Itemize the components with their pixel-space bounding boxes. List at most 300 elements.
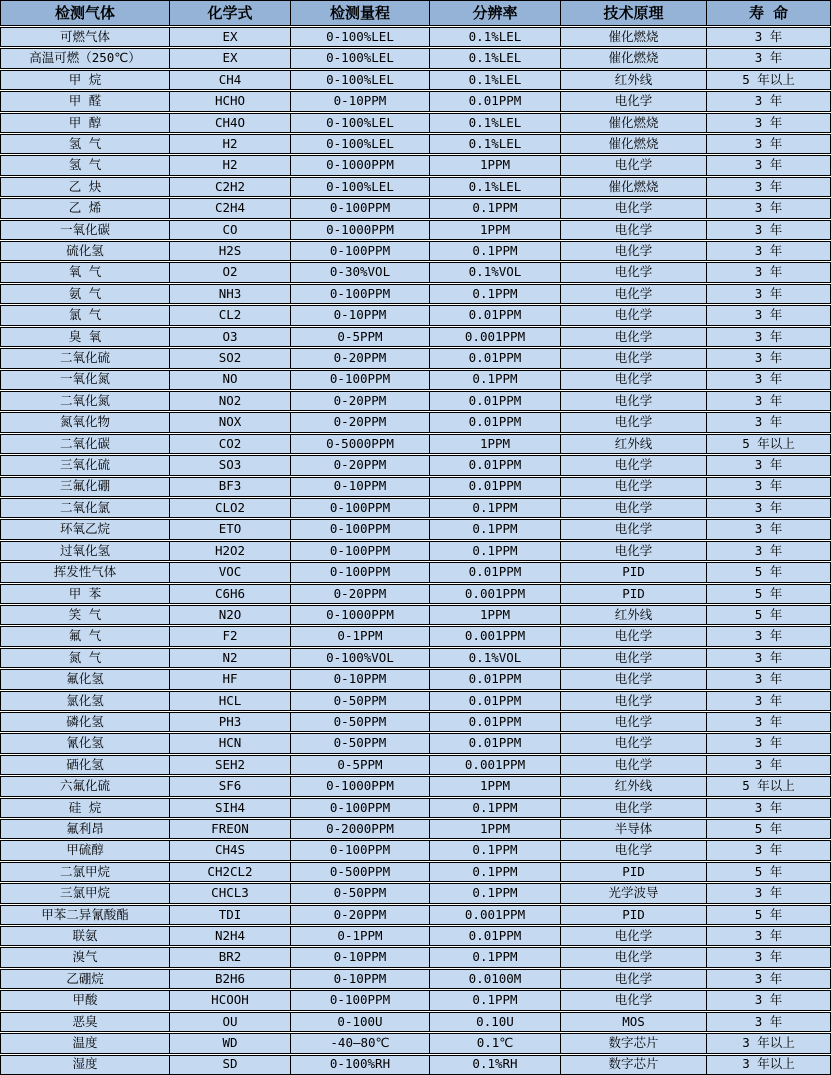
cell-resolution: 0.001PPM: [430, 756, 561, 774]
cell-life: 3 年: [754, 135, 783, 151]
cell-principle: 电化学: [561, 242, 707, 260]
cell-resolution: 0.01PPM: [430, 306, 561, 324]
cell-life: 3 年: [754, 756, 783, 772]
cell-range: 0-1PPM: [291, 927, 430, 945]
cell-resolution: 0.1PPM: [430, 371, 561, 389]
cell-range: 0-50PPM: [291, 692, 430, 710]
cell-gas: 硒化氢: [1, 756, 170, 774]
table-row: [0, 27, 831, 47]
cell-formula: N2H4: [170, 927, 291, 945]
cell-principle: 电化学: [561, 970, 707, 988]
cell-resolution: 0.1PPM: [430, 285, 561, 303]
table-row: [0, 519, 831, 539]
cell-resolution: 0.001PPM: [430, 328, 561, 346]
cell-life: 3 年: [754, 671, 783, 687]
cell-range: 0-1000PPM: [291, 221, 430, 239]
cell-resolution: 0.01PPM: [430, 734, 561, 752]
cell-formula: NOX: [170, 413, 291, 431]
cell-life: 3 年: [754, 200, 783, 216]
cell-principle: 电化学: [561, 542, 707, 560]
cell-formula: WD: [170, 1034, 291, 1052]
table-row: [0, 412, 831, 432]
cell-resolution: 1PPM: [430, 156, 561, 174]
table-row: [0, 669, 831, 689]
cell-formula: N2: [170, 649, 291, 667]
cell-gas: 氨 气: [1, 285, 170, 303]
cell-range: 0-100PPM: [291, 841, 430, 859]
cell-range: 0-1PPM: [291, 627, 430, 645]
table-row: [0, 220, 831, 240]
cell-range: 0-100PPM: [291, 371, 430, 389]
cell-resolution: 0.01PPM: [430, 927, 561, 945]
cell-principle: 电化学: [561, 156, 707, 174]
cell-principle: 催化燃烧: [561, 49, 707, 67]
cell-life: 5 年: [754, 606, 783, 622]
cell-formula: CH2CL2: [170, 863, 291, 881]
cell-principle: 电化学: [561, 927, 707, 945]
cell-life: 3 年: [754, 949, 783, 965]
cell-range: 0-100PPM: [291, 199, 430, 217]
table-header-row: [0, 0, 831, 26]
cell-principle: PID: [561, 585, 707, 603]
cell-range: 0-20PPM: [291, 413, 430, 431]
cell-range: 0-10PPM: [291, 670, 430, 688]
cell-range: 0-10PPM: [291, 970, 430, 988]
cell-resolution: 0.1PPM: [430, 199, 561, 217]
cell-formula: HCOOH: [170, 991, 291, 1009]
table-row: [0, 241, 831, 261]
cell-gas: 一氧化氮: [1, 371, 170, 389]
table-row: [0, 862, 831, 882]
table-row: [0, 840, 831, 860]
cell-formula: F2: [170, 627, 291, 645]
table-row: [0, 712, 831, 732]
cell-resolution: 0.1%LEL: [430, 71, 561, 89]
cell-life: 3 年: [754, 735, 783, 751]
cell-principle: 电化学: [561, 349, 707, 367]
cell-principle: 电化学: [561, 627, 707, 645]
cell-principle: 电化学: [561, 991, 707, 1009]
cell-life: 3 年: [754, 928, 783, 944]
cell-principle: 电化学: [561, 948, 707, 966]
cell-gas: 硅 烷: [1, 799, 170, 817]
cell-principle: MOS: [561, 1013, 707, 1031]
cell-formula: VOC: [170, 563, 291, 581]
cell-formula: H2: [170, 135, 291, 153]
cell-range: 0-1000PPM: [291, 156, 430, 174]
cell-life: 3 年: [754, 649, 783, 665]
cell-gas: 甲 醇: [1, 114, 170, 132]
cell-range: 0-100%LEL: [291, 135, 430, 153]
cell-principle: 催化燃烧: [561, 178, 707, 196]
cell-principle: 电化学: [561, 499, 707, 517]
cell-life: 3 年: [754, 478, 783, 494]
cell-life: 3 年: [754, 93, 783, 109]
cell-gas: 氮氧化物: [1, 413, 170, 431]
table-row: [0, 305, 831, 325]
cell-range: 0-100%LEL: [291, 71, 430, 89]
cell-gas: 臭 氧: [1, 328, 170, 346]
cell-gas: 氰化氢: [1, 734, 170, 752]
cell-life: 3 年以上: [742, 1056, 795, 1072]
column-header-resolution: 分辨率: [430, 1, 561, 25]
table-row: [0, 113, 831, 133]
cell-life: 3 年: [754, 50, 783, 66]
cell-life: 3 年: [754, 307, 783, 323]
cell-gas: 三氟化硼: [1, 478, 170, 496]
cell-life: 5 年: [754, 564, 783, 580]
table-row: [0, 1055, 831, 1075]
cell-formula: H2: [170, 156, 291, 174]
cell-life: 3 年: [754, 221, 783, 237]
cell-principle: 电化学: [561, 392, 707, 410]
cell-gas: 过氧化氢: [1, 542, 170, 560]
cell-life: 3 年: [754, 713, 783, 729]
cell-formula: NO2: [170, 392, 291, 410]
cell-life: 3 年: [754, 350, 783, 366]
cell-principle: 电化学: [561, 734, 707, 752]
cell-principle: 电化学: [561, 649, 707, 667]
column-header-life: 寿 命: [748, 3, 789, 22]
table-row: [0, 626, 831, 646]
cell-range: 0-5000PPM: [291, 435, 430, 453]
table-row: [0, 477, 831, 497]
cell-resolution: 0.001PPM: [430, 585, 561, 603]
cell-resolution: 0.01PPM: [430, 392, 561, 410]
cell-formula: C2H4: [170, 199, 291, 217]
cell-formula: CLO2: [170, 499, 291, 517]
table-row: [0, 198, 831, 218]
cell-formula: SD: [170, 1056, 291, 1074]
table-row: [0, 177, 831, 197]
table-row: [0, 776, 831, 796]
table-row: [0, 605, 831, 625]
cell-principle: 催化燃烧: [561, 135, 707, 153]
table-row: [0, 990, 831, 1010]
cell-gas: 甲酸: [1, 991, 170, 1009]
cell-range: 0-50PPM: [291, 884, 430, 902]
cell-formula: CO2: [170, 435, 291, 453]
cell-range: 0-50PPM: [291, 713, 430, 731]
cell-principle: 电化学: [561, 670, 707, 688]
cell-resolution: 0.1%LEL: [430, 178, 561, 196]
cell-range: 0-100PPM: [291, 285, 430, 303]
cell-range: 0-100PPM: [291, 542, 430, 560]
cell-formula: O3: [170, 328, 291, 346]
table-row: [0, 648, 831, 668]
cell-resolution: 0.01PPM: [430, 692, 561, 710]
cell-principle: 电化学: [561, 371, 707, 389]
cell-range: 0-1000PPM: [291, 777, 430, 795]
cell-resolution: 0.01PPM: [430, 349, 561, 367]
table-row: [0, 798, 831, 818]
cell-range: 0-10PPM: [291, 306, 430, 324]
cell-life: 3 年: [754, 692, 783, 708]
cell-gas: 六氟化硫: [1, 777, 170, 795]
cell-resolution: 0.1PPM: [430, 991, 561, 1009]
cell-principle: 电化学: [561, 92, 707, 110]
cell-gas: 乙硼烷: [1, 970, 170, 988]
cell-formula: CO: [170, 221, 291, 239]
cell-formula: SO2: [170, 349, 291, 367]
cell-principle: 红外线: [561, 71, 707, 89]
cell-formula: CH4: [170, 71, 291, 89]
table-row: [0, 498, 831, 518]
cell-principle: 数字芯片: [561, 1056, 707, 1074]
cell-life: 3 年: [754, 842, 783, 858]
cell-formula: HF: [170, 670, 291, 688]
cell-gas: 氢 气: [1, 156, 170, 174]
cell-range: 0-100U: [291, 1013, 430, 1031]
table-row: [0, 391, 831, 411]
cell-gas: 恶臭: [1, 1013, 170, 1031]
cell-range: 0-5PPM: [291, 756, 430, 774]
cell-principle: 电化学: [561, 263, 707, 281]
column-header-formula: 化学式: [170, 1, 291, 25]
cell-resolution: 1PPM: [430, 606, 561, 624]
cell-formula: CH4O: [170, 114, 291, 132]
table-row: [0, 284, 831, 304]
cell-formula: C2H2: [170, 178, 291, 196]
cell-formula: O2: [170, 263, 291, 281]
cell-range: 0-50PPM: [291, 734, 430, 752]
cell-range: 0-100%RH: [291, 1056, 430, 1074]
table-row: [0, 134, 831, 154]
cell-principle: 电化学: [561, 328, 707, 346]
cell-formula: NH3: [170, 285, 291, 303]
cell-resolution: 1PPM: [430, 820, 561, 838]
cell-range: 0-100%LEL: [291, 178, 430, 196]
cell-life: 5 年: [754, 863, 783, 879]
cell-life: 5 年以上: [742, 435, 795, 451]
cell-range: 0-500PPM: [291, 863, 430, 881]
cell-resolution: 0.001PPM: [430, 627, 561, 645]
cell-gas: 氢 气: [1, 135, 170, 153]
cell-formula: CHCL3: [170, 884, 291, 902]
table-row: [0, 455, 831, 475]
cell-formula: OU: [170, 1013, 291, 1031]
table-row: [0, 348, 831, 368]
cell-range: 0-10PPM: [291, 92, 430, 110]
cell-resolution: 0.1PPM: [430, 799, 561, 817]
cell-principle: 电化学: [561, 306, 707, 324]
cell-range: 0-30%VOL: [291, 263, 430, 281]
cell-principle: 电化学: [561, 520, 707, 538]
cell-life: 3 年: [754, 992, 783, 1008]
cell-principle: PID: [561, 863, 707, 881]
table-row: [0, 691, 831, 711]
table-row: [0, 91, 831, 111]
cell-formula: C6H6: [170, 585, 291, 603]
cell-gas: 氯化氢: [1, 692, 170, 710]
cell-life: 5 年以上: [742, 71, 795, 87]
cell-formula: H2O2: [170, 542, 291, 560]
cell-life: 3 年以上: [742, 1035, 795, 1051]
cell-gas: 溴气: [1, 948, 170, 966]
cell-life: 5 年: [754, 585, 783, 601]
cell-gas: 氯 气: [1, 306, 170, 324]
cell-resolution: 0.1PPM: [430, 520, 561, 538]
cell-life: 3 年: [754, 371, 783, 387]
table-row: [0, 48, 831, 68]
cell-range: 0-20PPM: [291, 906, 430, 924]
cell-resolution: 0.01PPM: [430, 456, 561, 474]
cell-gas: 甲苯二异氰酸酯: [1, 906, 170, 924]
cell-life: 3 年: [754, 392, 783, 408]
cell-formula: EX: [170, 49, 291, 67]
table-row: [0, 755, 831, 775]
cell-principle: 电化学: [561, 199, 707, 217]
cell-life: 3 年: [754, 499, 783, 515]
cell-principle: 电化学: [561, 478, 707, 496]
cell-principle: 半导体: [561, 820, 707, 838]
table-row: [0, 926, 831, 946]
cell-resolution: 0.001PPM: [430, 906, 561, 924]
cell-range: 0-20PPM: [291, 349, 430, 367]
cell-resolution: 0.01PPM: [430, 563, 561, 581]
cell-resolution: 0.01PPM: [430, 478, 561, 496]
cell-formula: EX: [170, 28, 291, 46]
cell-gas: 氟利昂: [1, 820, 170, 838]
table-row: [0, 70, 831, 90]
table-row: [0, 969, 831, 989]
table-row: [0, 1033, 831, 1053]
table-row: [0, 819, 831, 839]
table-row: [0, 262, 831, 282]
cell-principle: 电化学: [561, 221, 707, 239]
table-row: [0, 434, 831, 454]
cell-principle: PID: [561, 563, 707, 581]
cell-life: 3 年: [754, 885, 783, 901]
column-header-range: 检测量程: [291, 1, 430, 25]
cell-resolution: 0.01PPM: [430, 92, 561, 110]
cell-life: 3 年: [754, 264, 783, 280]
cell-formula: NO: [170, 371, 291, 389]
cell-principle: 催化燃烧: [561, 28, 707, 46]
cell-formula: BF3: [170, 478, 291, 496]
cell-range: 0-2000PPM: [291, 820, 430, 838]
cell-life: 3 年: [754, 457, 783, 473]
cell-gas: 二氧化氮: [1, 392, 170, 410]
cell-life: 3 年: [754, 970, 783, 986]
cell-principle: 电化学: [561, 756, 707, 774]
cell-resolution: 0.1PPM: [430, 884, 561, 902]
cell-range: 0-100PPM: [291, 799, 430, 817]
cell-life: 3 年: [754, 178, 783, 194]
cell-range: 0-100%LEL: [291, 114, 430, 132]
table-row: [0, 155, 831, 175]
cell-life: 5 年: [754, 820, 783, 836]
cell-life: 3 年: [754, 285, 783, 301]
column-header-gas: 检测气体: [1, 1, 170, 25]
cell-gas: 乙 炔: [1, 178, 170, 196]
cell-resolution: 0.01PPM: [430, 413, 561, 431]
cell-gas: 甲硫醇: [1, 841, 170, 859]
table-row: [0, 562, 831, 582]
cell-gas: 挥发性气体: [1, 563, 170, 581]
cell-range: -40—80℃: [291, 1034, 430, 1052]
cell-gas: 甲 醛: [1, 92, 170, 110]
table-row: [0, 370, 831, 390]
cell-resolution: 1PPM: [430, 435, 561, 453]
cell-gas: 氟 气: [1, 627, 170, 645]
cell-principle: 电化学: [561, 692, 707, 710]
cell-gas: 氟化氢: [1, 670, 170, 688]
cell-formula: PH3: [170, 713, 291, 731]
cell-principle: 催化燃烧: [561, 114, 707, 132]
cell-range: 0-1000PPM: [291, 606, 430, 624]
cell-principle: 电化学: [561, 713, 707, 731]
cell-principle: 红外线: [561, 435, 707, 453]
cell-resolution: 0.1PPM: [430, 542, 561, 560]
table-row: [0, 947, 831, 967]
cell-range: 0-20PPM: [291, 585, 430, 603]
cell-principle: 红外线: [561, 777, 707, 795]
cell-resolution: 0.1PPM: [430, 948, 561, 966]
cell-life: 3 年: [754, 1013, 783, 1029]
cell-formula: FREON: [170, 820, 291, 838]
cell-resolution: 0.1%VOL: [430, 263, 561, 281]
cell-life: 3 年: [754, 414, 783, 430]
cell-gas: 温度: [1, 1034, 170, 1052]
cell-life: 3 年: [754, 243, 783, 259]
cell-resolution: 0.1PPM: [430, 499, 561, 517]
table-row: [0, 327, 831, 347]
cell-range: 0-5PPM: [291, 328, 430, 346]
cell-principle: 电化学: [561, 285, 707, 303]
cell-formula: SO3: [170, 456, 291, 474]
cell-gas: 二氧化硫: [1, 349, 170, 367]
column-header-principle: 技术原理: [561, 1, 707, 25]
cell-formula: ETO: [170, 520, 291, 538]
cell-gas: 二氧化氯: [1, 499, 170, 517]
table-row: [0, 733, 831, 753]
cell-resolution: 0.01PPM: [430, 670, 561, 688]
cell-range: 0-100PPM: [291, 563, 430, 581]
cell-resolution: 0.1%VOL: [430, 649, 561, 667]
cell-gas: 可燃气体: [1, 28, 170, 46]
cell-formula: SIH4: [170, 799, 291, 817]
cell-gas: 三氧化硫: [1, 456, 170, 474]
cell-resolution: 0.1PPM: [430, 242, 561, 260]
cell-gas: 环氧乙烷: [1, 520, 170, 538]
cell-formula: N2O: [170, 606, 291, 624]
cell-gas: 磷化氢: [1, 713, 170, 731]
cell-life: 5 年以上: [742, 778, 795, 794]
cell-resolution: 0.1PPM: [430, 841, 561, 859]
cell-life: 3 年: [754, 328, 783, 344]
cell-gas: 笑 气: [1, 606, 170, 624]
cell-range: 0-100%LEL: [291, 49, 430, 67]
cell-principle: 红外线: [561, 606, 707, 624]
cell-gas: 甲 苯: [1, 585, 170, 603]
cell-formula: CL2: [170, 306, 291, 324]
cell-gas: 甲 烷: [1, 71, 170, 89]
cell-principle: PID: [561, 906, 707, 924]
cell-life: 3 年: [754, 114, 783, 130]
cell-gas: 氧 气: [1, 263, 170, 281]
table-row: [0, 584, 831, 604]
cell-gas: 高温可燃（250℃）: [1, 49, 170, 67]
cell-resolution: 1PPM: [430, 221, 561, 239]
cell-gas: 乙 烯: [1, 199, 170, 217]
cell-resolution: 0.1℃: [430, 1034, 561, 1052]
cell-resolution: 0.1%LEL: [430, 135, 561, 153]
cell-range: 0-20PPM: [291, 456, 430, 474]
cell-gas: 湿度: [1, 1056, 170, 1074]
cell-range: 0-100PPM: [291, 499, 430, 517]
cell-gas: 二氧化碳: [1, 435, 170, 453]
